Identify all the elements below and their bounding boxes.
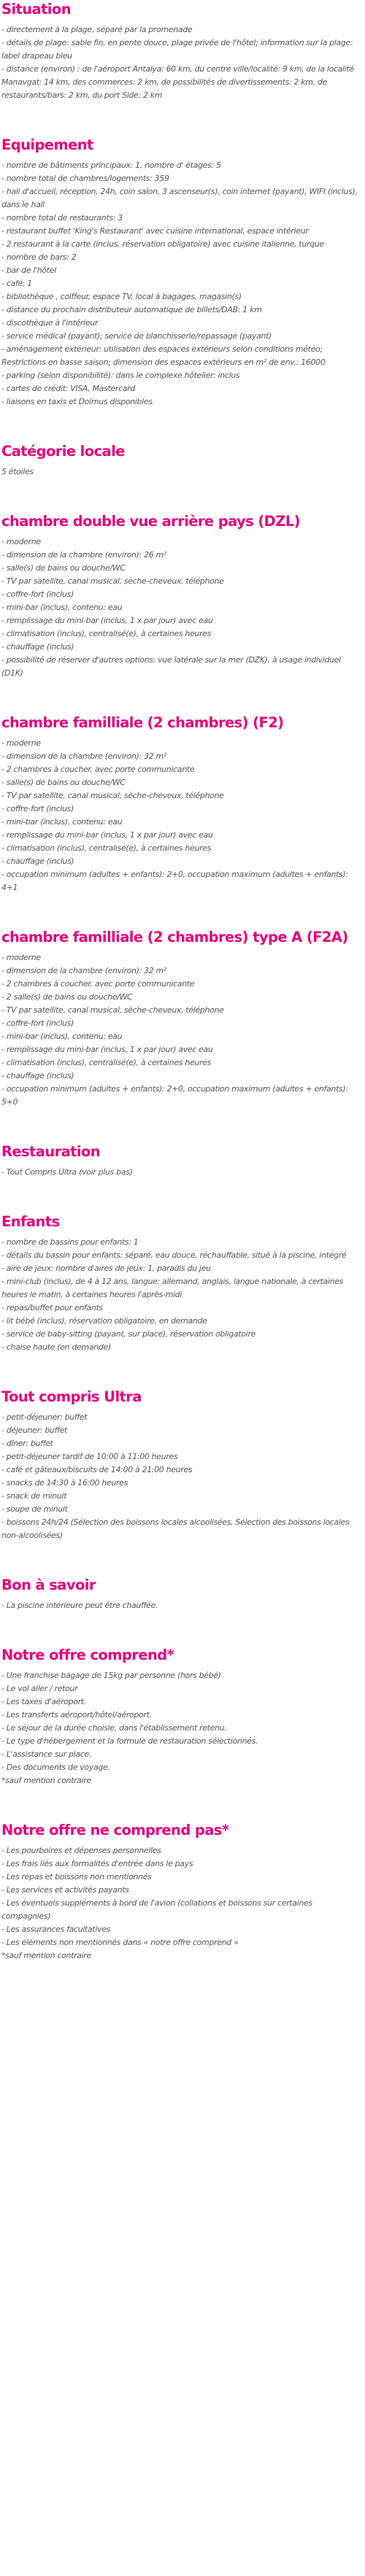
list-item: - dimension de la chambre (environ): 32 m² — [1, 966, 166, 975]
detail-list — [1, 737, 359, 894]
section-title: Catégorie locale — [1, 443, 125, 460]
list-item: - cartes de crédit: VISA, Mastercard — [1, 384, 135, 393]
list-item: - mini-bar (inclus), contenu: eau — [1, 817, 123, 827]
section-situation — [1, 0, 359, 102]
list-item: - chauffage (inclus) — [1, 1071, 74, 1080]
list-item: - directement à la plage, séparé par la promenade — [1, 25, 193, 34]
list-item: - petit-déjeuner: buffet — [1, 1412, 88, 1422]
detail-list — [1, 1411, 359, 1542]
section-room-f2 — [1, 713, 359, 894]
list-item: - détails du bassin pour enfants: séparé, eau douce, réchauffable, situé à la piscine, intégré — [1, 1250, 347, 1260]
list-item: - 2 restaurant à la carte (inclus, réservation obligatoire) avec cuisine italienne, turque — [1, 239, 324, 249]
list-item: - chaise haute (en demande) — [1, 1342, 111, 1352]
section-title: Situation — [1, 1, 71, 18]
list-item: - coffre-fort (inclus) — [1, 589, 74, 599]
footnote: *sauf mention contraire — [1, 1776, 91, 1785]
list-item: - repas/buffet pour enfants — [1, 1303, 103, 1312]
section-restauration — [1, 1142, 359, 1179]
list-item: - Les frais liés aux formalités d'entrée dans le pays — [1, 1859, 193, 1868]
list-item: - dimension de la chambre (environ): 26 m² — [1, 550, 166, 560]
section-enfants — [1, 1212, 359, 1354]
detail-list — [1, 1166, 359, 1179]
list-item: - service médical (payant); service de blanchisserie/repassage (payant) — [1, 331, 272, 341]
list-item: - 2 salle(s) de bains ou douche/WC — [1, 992, 133, 1002]
list-item: - Les éléments non mentionnés dans « notre offre comprend » — [1, 1938, 239, 1947]
list-item: - Les repas et boissons non mentionnés — [1, 1872, 152, 1881]
list-item: - Les transferts aéroport/hôtel/aéroport. — [1, 1710, 152, 1720]
list-item: - occupation minimum (adultes + enfants): 2+0, occupation maximum (adultes + enfants): 4+1 — [1, 870, 348, 892]
list-item: - moderne — [1, 953, 41, 962]
list-item: - Les éventuels suppléments à bord de l'avion (collations et boissons sur certaines compagnies) — [1, 1898, 312, 1921]
section-equipement — [1, 136, 359, 409]
list-item: - Les taxes d'aéroport. — [1, 1697, 86, 1706]
list-item: - dimension de la chambre (environ): 32 m² — [1, 751, 166, 761]
list-item: - climatisation (inclus), centralisé(e), à certaines heures — [1, 843, 211, 853]
list-item: - service de baby-sitting (payant, sur place), réservation obligatoire — [1, 1329, 256, 1339]
list-item: - coffre-fort (inclus) — [1, 804, 74, 813]
list-item: - remplissage du mini-bar (inclus, 1 x par jour) avec eau — [1, 1045, 213, 1054]
section-title: Tout compris Ultra — [1, 1388, 142, 1405]
section-title: chambre familliale (2 chambres) type A (F2A) — [1, 929, 348, 945]
list-item: - mini-club (inclus), de 4 à 12 ans, langue: allemand, anglais, langue nationale, à certaines heures le matin, à certaines heures l'après-midi — [1, 1277, 344, 1299]
list-item: - Le séjour de la durée choisie, dans l'établissement retenu. — [1, 1723, 227, 1733]
detail-list — [1, 951, 359, 1109]
list-item: - parking (selon disponibilité): dans le complexe hôtelier: inclus — [1, 371, 240, 380]
list-item: - remplissage du mini-bar (inclus, 1 x par jour) avec eau — [1, 616, 213, 625]
list-item: - nombre de bassins pour enfants: 1 — [1, 1237, 139, 1247]
list-item: - coffre-fort (inclus) — [1, 1018, 74, 1028]
list-item: - hall d'accueil, réception, 24h, coin salon, 3 ascenseur(s), coin internet (payant), WIFI (inclus), dans le hall — [1, 187, 358, 209]
list-item: - aménagement extérieur: utilisation des espaces extérieurs selon conditions météo; Restrictions en basse saison; dimension des espaces extérieurs en m² de env.: 16000 — [1, 344, 326, 367]
list-item: - snack de minuit — [1, 1491, 67, 1501]
list-item: - soupe de minuit — [1, 1504, 68, 1514]
list-item: - bar de l'hôtel — [1, 266, 56, 275]
list-item: - lit bébé (inclus), réservation obligatoire, en demande — [1, 1316, 207, 1326]
list-item: - TV par satellite, canal musical, sèche-cheveux, téléphone — [1, 791, 224, 800]
list-item: - café et gâteaux/biscuits de 14:00 à 21:00 heures — [1, 1465, 193, 1474]
list-item: - Une franchise bagage de 15kg par personne (hors bébé) — [1, 1671, 221, 1680]
list-item: - 2 chambres à coucher, avec porte communicante — [1, 979, 195, 989]
section-title: Restauration — [1, 1143, 101, 1160]
list-item: - TV par satellite, canal musical, sèche-cheveux, téléphone — [1, 1005, 224, 1015]
section-room-f2a — [1, 928, 359, 1109]
list-item: - distance du prochain distributeur automatique de billets/DAB: 1 km — [1, 305, 262, 314]
section-title: Equipement — [1, 136, 93, 153]
list-item: - nombre total de chambres/logements: 359 — [1, 174, 169, 183]
list-item: - boissons 24h/24 (Sélection des boissons locales alcoolisées, Sélection des boissons locales non-alcoolisées) — [1, 1517, 350, 1540]
list-item: - restaurant buffet 'King's Restaurant' avec cuisine international, espace intérieur — [1, 226, 309, 236]
list-item: - La piscine intérieure peut être chauffée. — [1, 1601, 158, 1610]
list-item: - Les pourboires et dépenses personnelles — [1, 1846, 161, 1855]
detail-list — [1, 1669, 359, 1787]
section-categorie-locale — [1, 442, 359, 479]
list-item: - café: 1 — [1, 279, 32, 288]
list-item: - Des documents de voyage. — [1, 1763, 110, 1772]
list-item: - déjeuner: buffet — [1, 1426, 67, 1435]
list-item: - remplissage du mini-bar (inclus, 1 x par jour) avec eau — [1, 830, 213, 840]
list-item: - dîner: buffet — [1, 1439, 53, 1448]
detail-list — [1, 23, 359, 102]
section-tout-compris-ultra — [1, 1388, 359, 1542]
section-room-dzl — [1, 512, 359, 680]
list-item: - salle(s) de bains ou douche/WC — [1, 563, 126, 573]
section-title: Bon à savoir — [1, 1577, 96, 1593]
detail-list — [1, 159, 359, 409]
detail-list — [1, 465, 359, 479]
section-title: Notre offre comprend* — [1, 1647, 174, 1663]
section-bon-a-savoir — [1, 1576, 359, 1612]
list-item: - occupation minimum (adultes + enfants): 2+0, occupation maximum (adultes + enfants): 5+0 — [1, 1084, 348, 1107]
list-item: - TV par satellite, canal musical, sèche-cheveux, téléphone — [1, 576, 224, 586]
detail-list — [1, 535, 359, 680]
list-item: - Les assurances facultatives — [1, 1925, 111, 1934]
list-item: - détails de plage: sable fin, en pente douce, plage privée de l'hôtel; information sur la plage: label drapeau bleu — [1, 38, 353, 61]
detail-list — [1, 1236, 359, 1354]
list-item: - distance (environ) : de l'aéroport Antalya: 60 km, du centre ville/localité: 9 km, de la localité Manavgat: 14 km, des commerces: 2 km, de possibilités de divertissements: 2 km, de restaurants/bars: 2 km, du port Side: 2 km — [1, 64, 354, 100]
list-item: - moderne — [1, 537, 41, 546]
section-title: Enfants — [1, 1213, 60, 1230]
list-item: - bibliothèque , coiffeur, espace TV, local à bagages, magasin(s) — [1, 292, 242, 301]
section-title: chambre double vue arrière pays (DZL) — [1, 513, 300, 530]
list-item: - mini-bar (inclus), contenu: eau — [1, 1032, 123, 1041]
list-item: - Le type d'hébergement et la formule de restauration sélectionnés. — [1, 1736, 258, 1746]
list-item: - Les services et activités payants — [1, 1885, 129, 1895]
list-item: - moderne — [1, 738, 41, 748]
list-item: - discothèque à l'intérieur — [1, 318, 99, 328]
list-item: - Le vol aller / retour — [1, 1684, 78, 1693]
list-item: - nombre de bâtiments principaux: 1, nombre d' étages: 5 — [1, 160, 221, 170]
list-item: - nombre total de restaurants: 3 — [1, 213, 123, 223]
list-item: - possibilité de réserver d'autres options: vue latérale sur la mer (DZK), à usage individuel (D1K) — [1, 655, 341, 678]
list-item: - climatisation (inclus), centralisé(e), à certaines heures — [1, 629, 211, 638]
list-item: - liaisons en taxis et Dolmus disponibles. — [1, 397, 155, 406]
section-title: chambre familliale (2 chambres) (F2) — [1, 714, 284, 731]
list-item: - chauffage (inclus) — [1, 856, 74, 866]
footnote: *sauf mention contraire — [1, 1951, 91, 1960]
detail-list — [1, 1844, 359, 1962]
section-offre-comprend — [1, 1646, 359, 1787]
list-item: - Tout Compris Ultra (voir plus bas) — [1, 1167, 133, 1177]
list-item: - snacks de 14:30 à 16:00 heures — [1, 1478, 128, 1488]
section-offre-ne-comprend-pas — [1, 1821, 359, 1962]
list-item: - L'assistance sur place. — [1, 1749, 92, 1759]
list-item: - salle(s) de bains ou douche/WC — [1, 778, 126, 787]
star-rating: 5 étoiles — [1, 467, 34, 476]
list-item: - climatisation (inclus), centralisé(e), à certaines heures — [1, 1058, 211, 1067]
list-item: - 2 chambres à coucher, avec porte communicante — [1, 765, 195, 774]
section-title: Notre offre ne comprend pas* — [1, 1822, 229, 1838]
list-item: - nombre de bars: 2 — [1, 252, 77, 262]
list-item: - mini-bar (inclus), contenu: eau — [1, 603, 123, 612]
list-item: - aire de jeux: nombre d'aires de jeux: 1, paradis du jeu — [1, 1264, 211, 1273]
list-item: - chauffage (inclus) — [1, 642, 74, 651]
list-item: - petit-déjeuner tardif de 10:00 à 11:00 heures — [1, 1452, 178, 1461]
detail-list — [1, 1599, 359, 1612]
